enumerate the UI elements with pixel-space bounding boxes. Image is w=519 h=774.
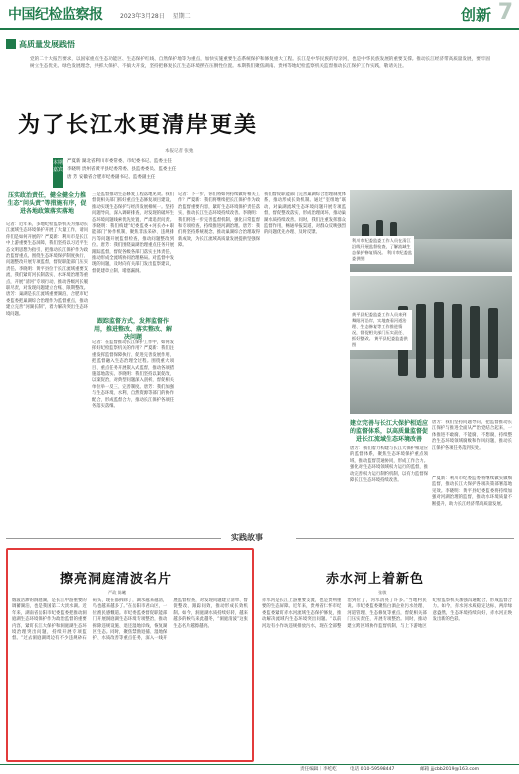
masthead — [0, 0, 519, 30]
divider-label: 实践故事 — [231, 533, 263, 542]
subhead-2: 跟踪监督方式，发挥监督作用，推进整改、落实整改、解决问题 — [93, 318, 172, 341]
body-column-2b: 记者：在监督推动长江保护工作中，如何发挥好纪检监察机关的作用？严夏新：我们注重发挥监督保障执行、促进完善发展作用，把监督融入生态治理全过程。围绕重大项目、重点任务开展嵌入式监督，推动各项措施落地落实。李晓明：我们坚持以案促改、以案促治，对典型问题深入剖析，督促相关单位举一反三、完善制度。唐芳：我们加强与生态环境、水利、自然资源等部门的协作配合，形成监督合力，推动长江保护各项任务落实落细。 — [92, 340, 174, 410]
body-column-1: 记者：近年来，多地纪检监察机关为推动长江流域生态环境保护开展了大量工作，请问你们是如何开展的？严夏新：利川市是长江中上游重要生态屏障，我们坚持以习近平生态文明思想为指引，把推动长江保护作为政治监督重点。围绕生态环境保护制度执行、问题整改开展专项监督，督促职能部门压实责任。李晓明：黄平县位于长江流域重要支流，我们紧盯河长制落实、水环境治理等重点，开展“清河”专项行动，推动各级河长履职尽责，对发现问题建立台账、限期整改。唐芳：巢湖是长江流域重要湖泊，合肥市纪委监委把巢湖综合治理作为监督重点，推动建立完善“河湖长制”，着力解决突出生态环境问题。 — [6, 222, 88, 317]
editor-note: 党的二十大报告要求，以国家重点生态功能区、生态保护红线、自然保护地等为重点，加快实施重要生态系统保护和修复重大工程。长江是中华民族的母亲河，也是中华民族发展的重要支撑。推动长江经济带高质量发展，要牢固树立生态优先、绿色发展理念，共抓大保护、不搞大开发，坚持把修复长江生态环境摆在压倒性位置。本期我们聚焦湖南、贵州等地纪检监察机关监督推动长江保护工作实践，敬请关注。 — [30, 57, 490, 69]
subhead-1: 压实政治责任，健全健全力推生态“问头责”等措施有序，促进各地政策落实落地 — [7, 192, 87, 215]
story-2-byline: 张敏 — [378, 590, 387, 595]
footer-email: 邮箱 jjjcbb2019@163.com — [420, 767, 480, 772]
section-divider — [6, 532, 514, 544]
page-footer — [0, 764, 519, 774]
guest-line: 严夏新 湖北省利川市委常委、市纪委书记、监委主任 — [67, 159, 172, 164]
main-byline: 本报记者 张弛 — [165, 149, 194, 154]
column-label-text: 高质量发展践悟 — [19, 39, 75, 49]
main-headline: 为了长江水更清岸更美 — [18, 112, 259, 138]
guest-tag: 本期嘉宾 — [53, 158, 63, 188]
guest-line: 唐 芳 安徽省合肥市纪委副书记、监委副主任 — [67, 175, 156, 180]
caption-credit: 利川市纪委监委供图 — [352, 250, 412, 261]
guest-line: 李晓明 贵州省黄平县纪委常委、县监委委员、监委主任 — [67, 167, 177, 172]
section-name: 创新 — [460, 6, 491, 24]
divider-rule-left — [6, 538, 221, 539]
newspaper-logo: 中国纪检监察报 — [8, 7, 103, 23]
footer-phone: 电话 010-59598447 — [350, 767, 395, 772]
body-column-3: 记者：下一步，你们将如何持续做好相关工作？严夏新：我们将继续把长江保护作为政治监督重要内容，紧盯生态环境保护责任落实，推动长江生态环境持续改善。李晓明：我们将进一步完善监督机制，强化日常监督和专项检查，持续推进河湖治理。唐芳：我们将坚持系统观念，推动巢湖综合治理取得新成效，为长江流域高质量发展提供坚强保障。 — [178, 192, 260, 249]
dateline — [120, 11, 191, 20]
body-column-2a: 三是监督推动生态修复工程落地见效。我们督促相关部门抓好重点生态修复项目建设，推动实现生态保护与经济发展相统一。坚持问题导向，深入调研排查，对发现的破坏生态环境问题线索优先处置，严肃追责问责。李晓明：我们构建“纪委监委+河长办+职能部门”协作机制，聚焦非法采砂、违规排污等问题开展监督检查，推动问题整改到位。唐芳：我们围绕巢湖治理重点任务开展跟踪监督，督促各级各部门落实主体责任，推动形成全流域协同治理格局。对监督中发现的问题，及时向有关部门发出监察建议，督促建章立制、堵塞漏洞。 — [92, 192, 174, 274]
subhead-3: 建立完善与长江大保护相适应的监督体系，以高质量监督促进长江流域生态环境改善 — [350, 420, 429, 443]
photo-caption-1 — [350, 236, 414, 264]
square-bullet-icon — [6, 39, 16, 49]
caption-text: 利川市纪委监委工作人员在清江沿线开展监督检查，了解流域生态保护修复情况。 — [352, 238, 411, 255]
story-2-title: 赤水河上着新色 — [326, 572, 425, 587]
story-1-body: 烟波浩渺的洞庭湖，是长江中游重要的调蓄湖泊，也是我国第二大淡水湖。近年来，湖南省岳阳市纪委监委把推动洞庭湖生态环境保护作为政治监督的重要内容，紧盯长江大保护和洞庭湖生态环境治理突出问题，持续开展专项监督。“过去洞庭湖周边有不少违规砂石码头，现在都拆除了，湖水越来越清，鸟也越来越多了。”在岳阳市君山区，一位渔民感慨道。市纪委监委督促职能部门开展洞庭湖生态环境专项整治，推动拆除违规设施、退还湿地岸线，恢复湖区生态。同时，聚焦禁渔退捕、湿地保护、水质改善等重点任务，深入一线开展监督检查，对发现问题建立清单、督促整改、跟踪问效，推动形成长效机制。如今，洞庭湖水质持续好转，越来越多的候鸟来此越冬，“洞庭清波”这张生态名片越擦越亮。 — [12, 598, 248, 642]
story-1-byline: 严政 陈曦 — [108, 590, 127, 595]
issue-date: 2023年3月28日 — [120, 13, 165, 20]
divider-rule-right — [296, 538, 514, 539]
photo-caption-2 — [350, 310, 412, 350]
column-label — [6, 38, 75, 50]
story-2-body: 赤水河是长江上游重要支流，也是贵州重要的生态屏障。近年来，贵州省仁怀市纪委监委紧盯赤水河流域生态保护修复，推动解决流域内生态环境突出问题。“以前河边有小作坊违规排放污水，现在全部整治到位了，河水清亮了许多。”当地村民说。市纪委监委聚焦白酒企业污水处理、河道管理、生态修复等重点，督促相关部门压实责任，开展专项整治。同时，推动建立跨区域协作监督机制，与上下游地区纪检监察机关加强沟通配合，形成监督合力。如今，赤水河水质稳定达标，两岸绿意盎然，生态环境持续向好，赤水河正焕发出新的色彩。 — [262, 598, 512, 629]
body-column-5: 唐芳：我们着力构建与长江大保护相适应的监督体系，聚焦生态环境保护重点领域，推动监督贯通协同，形成工作合力。强化对生态环境领域权力运行的监督，推动完善权力运行制约机制，以有力监督保障长江生态环境持续改善。 — [350, 446, 428, 484]
footer-editor: 责任编辑｜李屹屹 — [300, 767, 337, 772]
page-number: 7 — [497, 0, 513, 25]
caption-text: 黄平县纪委监委工作人员来到舞阳河沿岸，实地查看河道治理、生态修复等工作推进情况，督促相关部门压实责任、抓好整改。 — [352, 312, 407, 341]
body-column-4: 我们督促职能部门完善巢湖综合治理制度体系，推动形成长效机制。通过“室组地”联动，对巢湖流域生态环境问题开展专项监督，督促整改落实，形成治理闭环，推动巢湖水质持续改善。同时，我们注重发挥群众监督作用，畅通举报渠道，对群众反映强烈的问题优先办理、及时反馈。 — [264, 192, 346, 236]
caption-credit: 黄平县纪委监委供图 — [352, 336, 408, 347]
guest-list — [67, 158, 247, 182]
story-1-title: 擦亮洞庭清波名片 — [60, 572, 173, 587]
body-column-6b: 严夏新：利川市纪委监委将继续做实做细监督，推动长江大保护各项决策部署落地见效。李晓明：黄平县纪委监委将持续加强对河湖治理的监督，推动水环境质量不断提升，助力长江经济带高质量发展。 — [432, 476, 512, 507]
body-column-6a: 唐芳：我们坚持问题导向，把监督推动长江保护与推进全面从严治党结合起来，一体推进不敢腐、不能腐、不想腐，持续整治生态环境领域腐败和作风问题，推动长江保护各项任务落到实处。 — [432, 420, 512, 451]
issue-weekday: 星期二 — [172, 13, 191, 20]
